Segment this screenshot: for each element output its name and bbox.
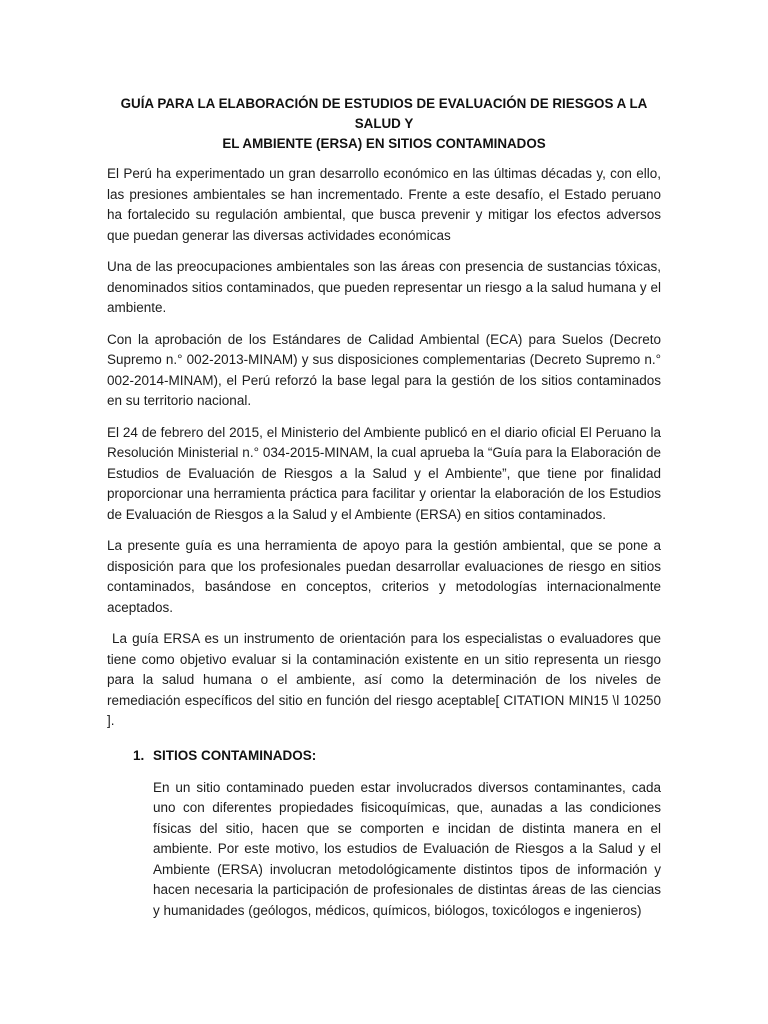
paragraph-intro: El Perú ha experimentado un gran desarrollo económico en las últimas décadas y, con ello, las presiones ambientales se han incrementado. Frente a este desafío, el Estado peruano ha fortalecido su regulación ambiental, que busca prevenir y mitigar los efectos adversos que puedan generar las diversas actividades económicas	[107, 166, 661, 243]
paragraph-eca-standards: Con la aprobación de los Estándares de Calidad Ambiental (ECA) para Suelos (Decreto Supremo n.° 002-2013-MINAM) y sus disposiciones complementarias (Decreto Supremo n.° 002-2014-MINAM), el Perú reforzó la base legal para la gestión de los sitios contaminados en su territorio nacional.	[107, 331, 661, 408]
document-title	[107, 94, 661, 154]
paragraph-guide-purpose: La presente guía es una herramienta de apoyo para la gestión ambiental, que se pone a disposición para que los profesionales puedan desarrollar evaluaciones de riesgo en sitios contaminados, basándose en conceptos, criterios y metodologías internacionalmente aceptados.	[107, 538, 661, 615]
document-body	[107, 94, 665, 921]
section-heading-text: SITIOS CONTAMINADOS:	[153, 747, 317, 763]
document-title-line-2: EL AMBIENTE (ERSA) EN SITIOS CONTAMINADOS	[222, 136, 546, 151]
paragraph-concerns: Una de las preocupaciones ambientales son las áreas con presencia de sustancias tóxicas, denominados sitios contaminados, que pueden representar un riesgo a la salud humana y el ambiente.	[107, 259, 661, 315]
section-paragraph: En un sitio contaminado pueden estar involucrados diversos contaminantes, cada uno con diferentes propiedades fisicoquímicas, que, aunadas a las condiciones físicas del sitio, hacen que se comporten e incidan de distinta manera en el ambiente. Por este motivo, los estudios de Evaluación de Riesgos a la Salud y el Ambiente (ERSA) involucran metodológicamente distintos tipos de información y hacen necesaria la participación de profesionales de distintas áreas de las ciencias y humanidades (geólogos, médicos, químicos, biólogos, toxicólogos e ingenieros)	[153, 779, 661, 918]
section-body	[153, 778, 661, 922]
section-heading	[107, 746, 661, 766]
document-title-line-1: GUÍA PARA LA ELABORACIÓN DE ESTUDIOS DE EVALUACIÓN DE RIESGOS A LA SALUD Y	[120, 96, 648, 131]
section-number: 1.	[133, 747, 145, 763]
paragraph-resolution: El 24 de febrero del 2015, el Ministerio del Ambiente publicó en el diario oficial El Peruano la Resolución Ministerial n.° 034-2015-MINAM, la cual aprueba la “Guía para la Elaboración de Estudios de Evaluación de Riesgos a la Salud y el Ambiente”, que tiene por finalidad proporcionar una herramienta práctica para facilitar y orientar la elaboración de los Estudios de Evaluación de Riesgos a la Salud y el Ambiente (ERSA) en sitios contaminados.	[107, 424, 661, 522]
paragraph-ersa-guide: La guía ERSA es un instrumento de orientación para los especialistas o evaluadores que tiene como objetivo evaluar si la contaminación existente en un sitio representa un riesgo para la salud humana o el ambiente, así como la determinación de los niveles de remediación específicos del sitio en función del riesgo aceptable[ CITATION MIN15 \l 10250 ].	[107, 631, 665, 728]
